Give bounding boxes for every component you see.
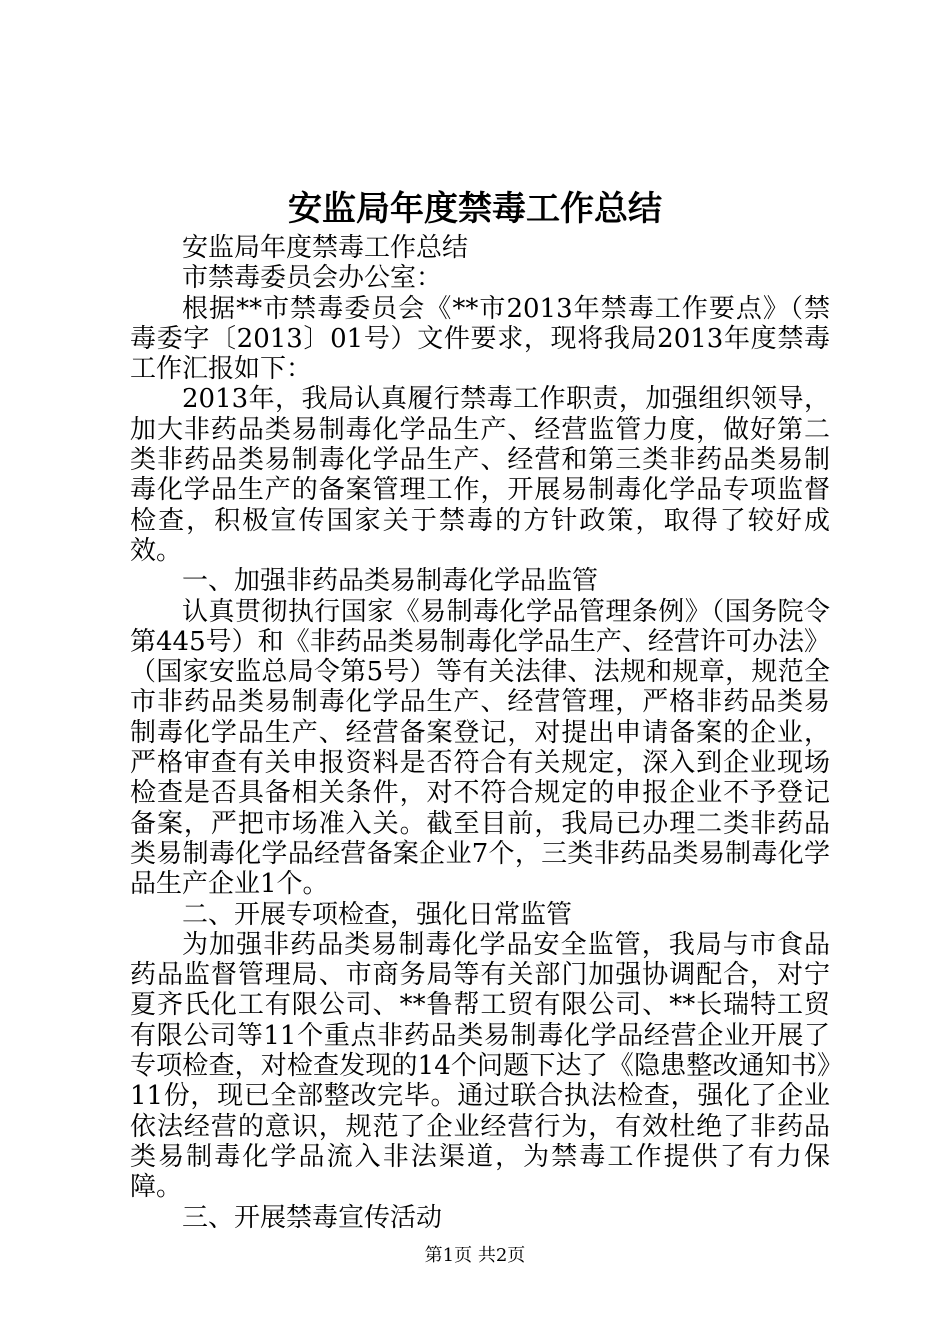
document-title: 安监局年度禁毒工作总结 [288, 189, 662, 229]
section-heading-2: 二、开展专项检查，强化日常监管 [182, 899, 573, 930]
paragraph-recipient: 市禁毒委员会办公室： [182, 263, 443, 294]
page-footer: 第1页 共2页 [424, 1245, 526, 1266]
paragraph-heading-repeat: 安监局年度禁毒工作总结 [182, 233, 469, 263]
paragraph-section-2: 为加强非药品类易制毒化学品安全监管，我局与市食品药品监督管理局、市商务局等有关部门加强协调配合，对宁夏齐氏化工有限公司、**鲁帮工贸有限公司、**长瑞特工贸有限公司等11个重点非药品类易制毒化学品经营企业开展了专项检查，对检查发现的14个问题下达了《隐患整改通知书》11份，现已全部整改完毕。通过联合执法检查，强化了企业依法经营的意识，规范了企业经营行为，有效杜绝了非药品类易制毒化学品流入非法渠道，为禁毒工作提供了有力保障。 [130, 929, 830, 1203]
document-body [130, 233, 830, 1233]
paragraph-section-1: 认真贯彻执行国家《易制毒化学品管理条例》（国务院令第445号）和《非药品类易制毒化学品生产、经营许可办法》（国家安监总局令第5号）等有关法律、法规和规章，规范全市非药品类易制毒化学品生产、经营管理，严格非药品类易制毒化学品生产、经营备案登记，对提出申请备案的企业，严格审查有关申报资料是否符合有关规定，深入到企业现场检查是否具备相关条件，对不符合规定的申报企业不予登记备案，严把市场准入关。截至目前，我局已办理二类非药品类易制毒化学品经营备案企业7个，三类非药品类易制毒化学品生产企业1个。 [130, 596, 830, 900]
paragraph-intro: 根据**市禁毒委员会《**市2013年禁毒工作要点》（禁毒委字〔2013〕01号）文件要求，现将我局2013年度禁毒工作汇报如下： [130, 293, 830, 385]
section-heading-1: 一、加强非药品类易制毒化学品监管 [182, 566, 599, 597]
section-heading-3: 三、开展禁毒宣传活动 [182, 1202, 443, 1233]
paragraph-overview: 2013年，我局认真履行禁毒工作职责，加强组织领导，加大非药品类易制毒化学品生产、经营监管力度，做好第二类非药品类易制毒化学品生产、经营和第三类非药品类易制毒化学品生产的备案管理工作，开展易制毒化学品专项监督检查，积极宣传国家关于禁毒的方针政策，取得了较好成效。 [130, 384, 830, 566]
